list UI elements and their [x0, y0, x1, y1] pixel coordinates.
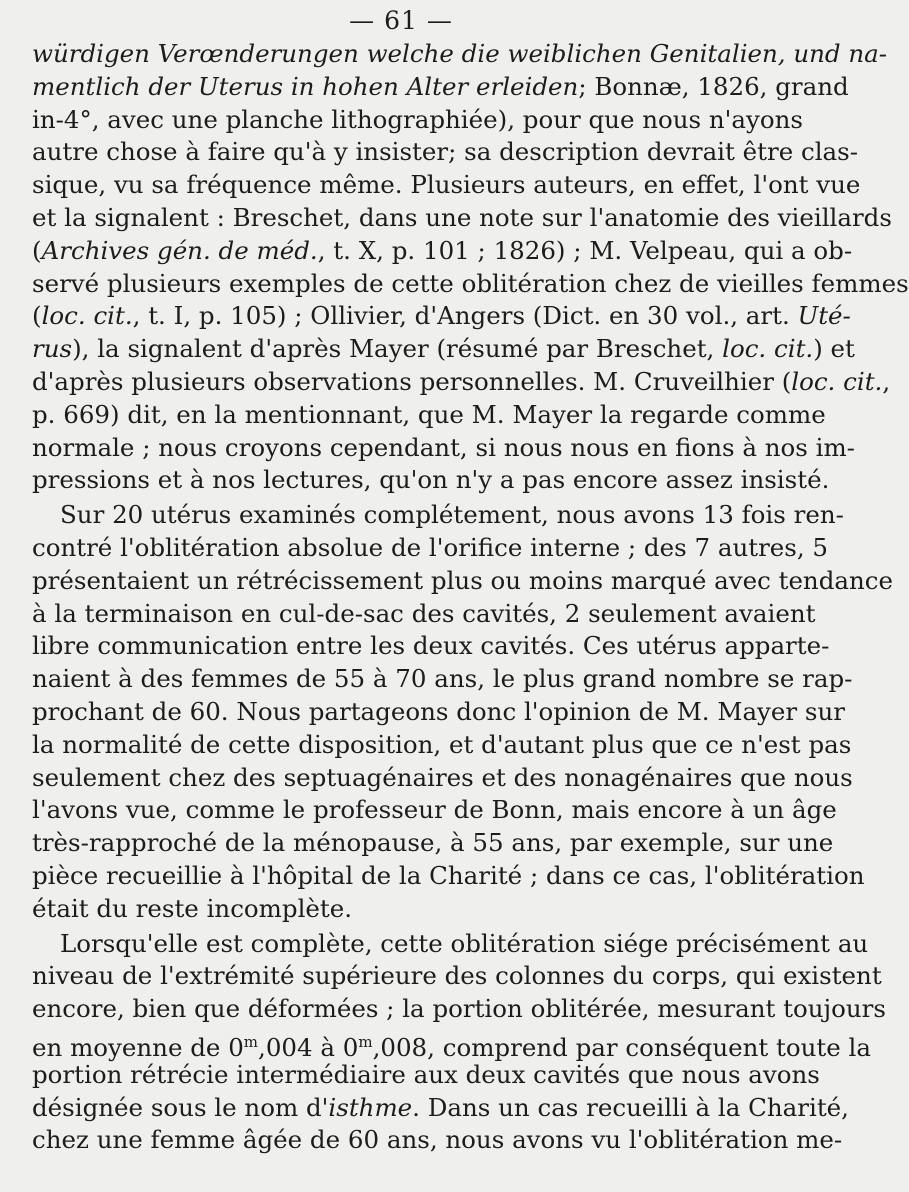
text-line: [32, 136, 859, 169]
text-span: pressions et à nos lectures, qu'on n'y a pas encore assez insisté.: [32, 465, 830, 495]
text-span: naient à des femmes de 55 à 70 ans, le plus grand nombre se rap-: [32, 664, 853, 694]
text-span: ; Bonnæ, 1826, grand: [578, 71, 849, 101]
text-span: normale ; nous croyons cependant, si nous nous en fions à nos im-: [32, 432, 855, 462]
text-span: prochant de 60. Nous partageons donc l'opinion de M. Mayer sur: [32, 696, 845, 726]
text-line: [32, 464, 830, 497]
text-line: [32, 630, 830, 663]
italic-text: loc. cit.: [791, 366, 883, 396]
text-line: [32, 366, 891, 399]
text-line: [32, 960, 882, 993]
text-line: [32, 333, 855, 366]
paragraph: [32, 928, 886, 1158]
text-span: était du reste incomplète.: [32, 893, 353, 923]
text-span: autre chose à faire qu'à y insister; sa description devrait être clas-: [32, 137, 859, 167]
text-span: présentaient un rétrécissement plus ou moins marqué avec tendance: [32, 565, 894, 595]
text-span: , t. X, p. 101 ; 1826) ; M. Velpeau, qui a ob-: [317, 235, 853, 265]
text-span: l'avons vue, comme le professeur de Bonn, mais encore à un âge: [32, 795, 837, 825]
text-span: Sur 20 utérus examinés complétement, nous avons 13 fois ren-: [60, 500, 844, 530]
text-line: [32, 169, 861, 202]
text-line: [32, 1026, 872, 1063]
text-span: p. 669) dit, en la mentionnant, que M. Mayer la regarde comme: [32, 399, 826, 429]
text-line: [32, 38, 888, 71]
text-span: (: [32, 301, 42, 331]
text-span: la normalité de cette disposition, et d'autant plus que ce n'est pas: [32, 729, 852, 759]
paragraph: [32, 38, 909, 497]
italic-text: Uté-: [797, 301, 851, 331]
text-span: chez une femme âgée de 60 ans, nous avons vu l'oblitération me-: [32, 1125, 843, 1155]
paragraph: [32, 499, 894, 925]
text-span: ,008, comprend par conséquent toute la: [372, 1033, 872, 1063]
text-span: , t. I, p. 105) ; Ollivier, d'Angers (Dict. en 30 vol., art.: [132, 301, 798, 331]
text-line: [32, 300, 851, 333]
text-line: [32, 827, 834, 860]
text-span: ), la signalent d'après Mayer (résumé par Breschet,: [72, 334, 723, 364]
text-line: [32, 794, 837, 827]
text-line: [32, 565, 894, 598]
text-span: in-4°, avec une planche lithographiée), pour que nous n'ayons: [32, 104, 803, 134]
text-span: à la terminaison en cul-de-sac des cavités, 2 seulement avaient: [32, 598, 816, 628]
text-span: m: [243, 1032, 259, 1051]
text-span: désignée sous le nom d': [32, 1092, 329, 1122]
text-line: [32, 499, 844, 532]
text-line: [32, 104, 803, 137]
text-line: [32, 71, 849, 104]
text-span: seulement chez des septuagénaires et des nonagénaires que nous: [32, 762, 853, 792]
text-line: [32, 268, 909, 301]
italic-text: isthme: [328, 1092, 413, 1122]
text-line: [32, 729, 852, 762]
text-span: (: [32, 235, 42, 265]
text-span: Lorsqu'elle est complète, cette oblitération siége précisément au: [60, 928, 869, 958]
text-span: ,: [882, 366, 891, 396]
page-number: — 61 —: [349, 6, 453, 35]
text-line: [32, 928, 869, 961]
text-span: portion rétrécie intermédiaire aux deux cavités que nous avons: [32, 1059, 820, 1089]
text-line: [32, 1059, 820, 1092]
italic-text: loc. cit.: [41, 301, 133, 331]
italic-text: rus: [32, 334, 73, 364]
italic-text: würdigen Verœnderungen welche die weiblichen Genitalien, und na-: [32, 39, 888, 68]
text-span: très-rapproché de la ménopause, à 55 ans, par exemple, sur une: [32, 828, 834, 858]
text-span: encore, bien que déformées ; la portion oblitérée, mesurant toujours: [32, 994, 886, 1024]
text-span: ,004 à 0: [258, 1033, 359, 1063]
text-line: [32, 432, 855, 465]
text-line: [32, 860, 865, 893]
text-line: [32, 893, 770, 926]
text-line: [32, 399, 826, 432]
text-line: [32, 532, 829, 565]
italic-text: mentlich der Uterus in hohen Alter erleiden: [32, 71, 579, 101]
italic-text: Archives gén. de méd.: [41, 235, 318, 265]
text-span: servé plusieurs exemples de cette oblitération chez de vieilles femmes: [32, 268, 909, 298]
text-line: [32, 1124, 843, 1157]
text-span: en moyenne de 0: [32, 1033, 244, 1063]
text-span: niveau de l'extrémité supérieure des colonnes du corps, qui existent: [32, 961, 882, 991]
text-line: [32, 663, 853, 696]
body-text: [32, 38, 909, 1157]
text-span: et la signalent : Breschet, dans une note sur l'anatomie des vieillards: [32, 202, 892, 232]
text-span: sique, vu sa fréquence même. Plusieurs auteurs, en effet, l'ont vue: [32, 170, 861, 200]
text-span: . Dans un cas recueilli à la Charité,: [412, 1092, 849, 1122]
text-span: ) et: [813, 334, 855, 364]
text-line: [32, 762, 853, 795]
text-span: m: [358, 1032, 373, 1051]
text-line: [32, 202, 892, 235]
text-span: d'après plusieurs observations personnelles. M. Cruveilhier (: [32, 366, 792, 396]
text-line: [32, 235, 853, 268]
text-line: [32, 993, 886, 1026]
text-span: libre communication entre les deux cavités. Ces utérus apparte-: [32, 631, 830, 661]
italic-text: loc. cit.: [722, 334, 814, 364]
text-line: [32, 1092, 849, 1125]
text-span: pièce recueillie à l'hôpital de la Charité ; dans ce cas, l'oblitération: [32, 860, 865, 890]
text-line: [32, 696, 845, 729]
text-span: contré l'oblitération absolue de l'orifice interne ; des 7 autres, 5: [32, 532, 829, 562]
text-line: [32, 598, 816, 631]
